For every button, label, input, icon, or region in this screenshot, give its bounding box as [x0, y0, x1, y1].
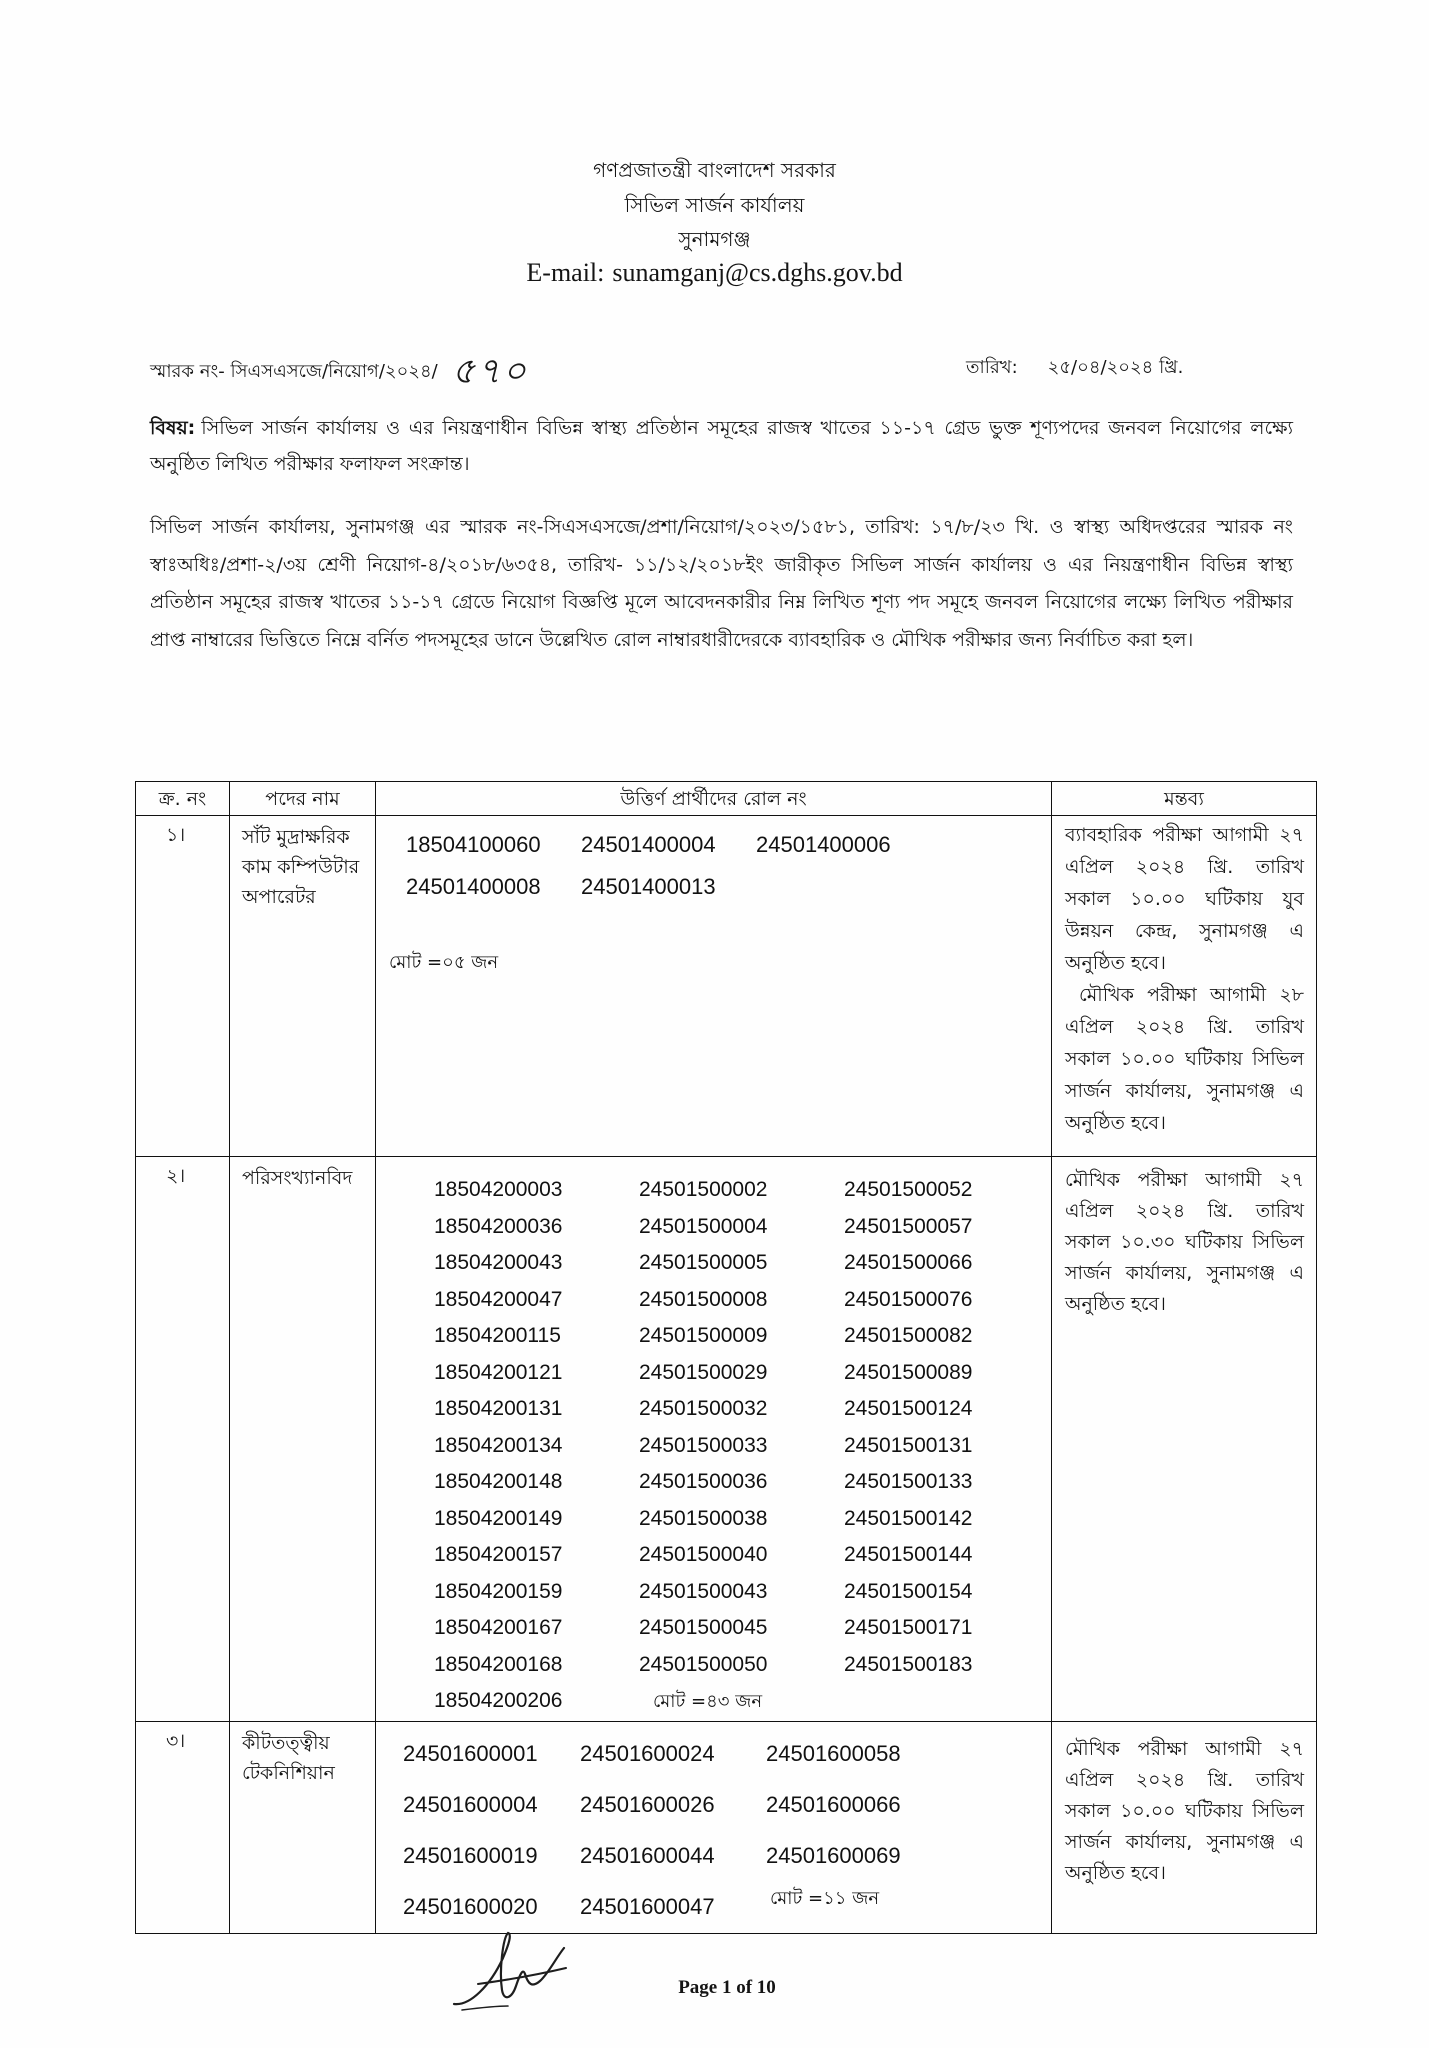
email-address: sunamganj@cs.dghs.gov.bd	[612, 258, 903, 287]
roll-number: 18504100060	[406, 832, 541, 857]
roll-number: 18504200148	[434, 1470, 563, 1494]
roll-number: 24501600047	[580, 1893, 715, 1919]
roll-number: 24501500008	[639, 1287, 768, 1311]
roll-number: 24501500005	[639, 1251, 768, 1275]
remark-oral-exam: মৌখিক পরীক্ষা আগামী ২৭ এপ্রিল ২০২৪ খ্রি. তারিখ সকাল ১০.০০ ঘটিকায় সিভিল সার্জন কার্যালয়, সুনামগঞ্জ এ অনুষ্ঠিত হবে।	[1065, 1738, 1304, 1884]
roll-number: 24501600058	[766, 1740, 901, 1766]
signature	[448, 1926, 573, 2014]
roll-number: 24501500171	[844, 1616, 973, 1640]
roll-number: 24501600044	[580, 1842, 715, 1868]
date-line	[966, 354, 1183, 382]
remark-oral-exam: মৌখিক পরীক্ষা আগামী ২৭ এপ্রিল ২০২৪ খ্রি. তারিখ সকাল ১০.৩০ ঘটিকায় সিভিল সার্জন কার্যালয়, সুনামগঞ্জ এ অনুষ্ঠিত হবে।	[1065, 1169, 1304, 1315]
roll-number: 24501600001	[403, 1740, 538, 1766]
roll-number: 24501600019	[403, 1842, 538, 1868]
roll-number: 24501400013	[581, 874, 716, 899]
roll-number: 24501500029	[639, 1360, 768, 1384]
roll-number: 24501500002	[639, 1178, 768, 1202]
body-paragraph: সিভিল সার্জন কার্যালয়, সুনামগঞ্জ এর স্মারক নং-সিএসএসজে/প্রশা/নিয়োগ/২০২৩/১৫৮১, তারিখ: ১৭/৮/২৩ খি. ও স্বাস্থ্য অধিদপ্তরের স্মারক নং স্বাঃঅধিঃ/প্রশা-২/৩য় শ্রেণী নিয়োগ-৪/২০১৮/৬৩৫৪, তারিখ- ১১/১২/২০১৮ইং জারীকৃত সিভিল সার্জন কার্যালয় ও এর নিয়ন্ত্রণাধীন বিভিন্ন স্বাস্থ্য প্রতিষ্ঠান সমূহের রাজস্ব খাতের ১১-১৭ গ্রেডে নিয়োগ বিজ্ঞপ্তি মূলে আবেদনকারীর নিম্ন লিখিত শূণ্য পদ সমূহে জনবল নিয়োগের লক্ষ্যে লিখিত পরীক্ষার প্রাপ্ত নাম্বারের ভিত্তিতে নিম্নে বর্নিত পদসমূহের ডানে উল্লেখিত রোল নাম্বারধারীদেরকে ব্যাবহারিক ও মৌখিক পরীক্ষার জন্য নির্বাচিত করা হল।	[150, 516, 1293, 651]
roll-number: 18504200131	[434, 1397, 563, 1421]
roll-number: 24501600069	[766, 1842, 901, 1868]
roll-number: 18504200206	[434, 1689, 563, 1713]
row-serial: ২।	[136, 1157, 230, 1722]
roll-number: 24501500133	[844, 1470, 973, 1494]
row-serial: ৩।	[136, 1722, 230, 1934]
roll-number: 24501500040	[639, 1543, 768, 1567]
roll-number: 24501500066	[844, 1251, 973, 1275]
district-name: সুনামগঞ্জ	[678, 227, 751, 251]
roll-number: 24501500004	[639, 1214, 768, 1238]
results-table	[135, 781, 1317, 1934]
roll-number: 24501500183	[844, 1652, 973, 1676]
roll-number: 24501500043	[639, 1579, 768, 1603]
roll-number: 18504200043	[434, 1251, 563, 1275]
roll-number: 24501500036	[639, 1470, 768, 1494]
roll-number: 24501600004	[403, 1791, 538, 1817]
roll-total: মোট =০৫ জন	[389, 952, 499, 973]
roll-number: 24501600026	[580, 1791, 715, 1817]
remarks-cell	[1052, 816, 1317, 1157]
roll-numbers-cell	[376, 1157, 1052, 1722]
remark-oral-exam: মৌখিক পরীক্ষা আগামী ২৮ এপ্রিল ২০২৪ খ্রি. তারিখ সকাল ১০.০০ ঘটিকায় সিভিল সার্জন কার্যালয়, সুনামগঞ্জ এ অনুষ্ঠিত হবে।	[1065, 984, 1304, 1134]
roll-number: 24501500144	[844, 1543, 973, 1567]
roll-total: মোট =১১ জন	[770, 1888, 880, 1909]
roll-number: 24501500038	[639, 1506, 768, 1530]
row-serial: ১।	[136, 816, 230, 1157]
memo-line	[150, 352, 528, 392]
roll-number: 18504200003	[434, 1178, 563, 1202]
memo-reference: স্মারক নং- সিএসএসজে/নিয়োগ/২০২৪/	[150, 361, 438, 382]
roll-number: 24501500033	[639, 1433, 768, 1457]
roll-number: 18504200115	[434, 1324, 561, 1348]
roll-number: 18504200134	[434, 1433, 563, 1457]
signature-stroke	[454, 1933, 564, 2004]
roll-number: 24501400004	[581, 832, 716, 857]
roll-number: 24501500076	[844, 1287, 973, 1311]
roll-number: 18504200047	[434, 1287, 563, 1311]
signature-stroke	[478, 1968, 566, 1984]
roll-number: 24501500142	[844, 1506, 973, 1530]
remark-practical-exam: ব্যাবহারিক পরীক্ষা আগামী ২৭ এপ্রিল ২০২৪ খ্রি. তারিখ সকাল ১০.০০ ঘটিকায় যুব উন্নয়ন কেন্দ্র, সুনামগঞ্জ এ অনুষ্ঠিত হবে।	[1065, 824, 1304, 974]
roll-number: 18504200167	[434, 1616, 563, 1640]
page-number: Page 1 of 10	[678, 1977, 776, 1998]
office-name: সিভিল সার্জন কার্যালয়	[624, 193, 805, 217]
roll-number: 24501500032	[639, 1397, 768, 1421]
roll-number: 24501600020	[403, 1893, 538, 1919]
header-serial: ক্র. নং	[136, 782, 230, 816]
roll-numbers-cell	[376, 816, 1052, 1157]
roll-number: 18504200168	[434, 1652, 563, 1676]
remarks-cell	[1052, 1157, 1317, 1722]
roll-number: 24501400008	[406, 874, 541, 899]
roll-number-grid	[434, 1172, 1049, 1720]
roll-number-grid	[406, 824, 931, 908]
roll-number: 18504200121	[434, 1360, 563, 1384]
subject-label: বিষয়:	[150, 417, 196, 439]
roll-number: 18504200149	[434, 1506, 563, 1530]
subject	[150, 410, 1293, 482]
roll-number: 24501500124	[844, 1397, 973, 1421]
roll-total: মোট =৪৩ জন	[653, 1691, 763, 1712]
date-value: ২৫/০৪/২০২৪ খ্রি.	[1047, 357, 1184, 378]
roll-number: 18504200157	[434, 1543, 563, 1567]
roll-number: 24501500131	[844, 1433, 973, 1457]
header-post-name: পদের নাম	[230, 782, 376, 816]
signature-stroke	[462, 2006, 508, 2010]
header-roll-numbers: উত্তির্ণ প্রার্থীদের রোল নং	[376, 782, 1052, 816]
post-name: পরিসংখ্যানবিদ	[230, 1157, 376, 1722]
government-name: গণপ্রজাতন্ত্রী বাংলাদেশ সরকার	[593, 158, 836, 182]
roll-number: 18504200159	[434, 1579, 563, 1603]
roll-number: 24501600066	[766, 1791, 901, 1817]
roll-numbers-cell	[376, 1722, 1052, 1934]
roll-number: 24501500057	[844, 1214, 973, 1238]
roll-number: 24501500089	[844, 1360, 973, 1384]
memo-handwritten-number: ৫৭০	[451, 351, 528, 392]
roll-number: 18504200036	[434, 1214, 563, 1238]
roll-number: 24501500045	[639, 1616, 768, 1640]
roll-number: 24501500052	[844, 1178, 973, 1202]
email-line	[0, 256, 1429, 290]
roll-number: 24501500009	[639, 1324, 768, 1348]
roll-number: 24501500082	[844, 1324, 973, 1348]
roll-number: 24501500050	[639, 1652, 768, 1676]
post-name: কীটতত্ত্বীয় টেকনিশিয়ান	[230, 1722, 376, 1934]
date-label: তারিখ:	[966, 357, 1018, 378]
roll-number: 24501600024	[580, 1740, 715, 1766]
remarks-cell	[1052, 1722, 1317, 1934]
subject-text: সিভিল সার্জন কার্যালয় ও এর নিয়ন্ত্রণাধীন বিভিন্ন স্বাস্থ্য প্রতিষ্ঠান সমূহের রাজস্ব খাতের ১১-১৭ গ্রেড ভুক্ত শূণ্যপদের জনবল নিয়োগের লক্ষ্যে অনুষ্ঠিত লিখিত পরীক্ষার ফলাফল সংক্রান্ত।	[150, 417, 1293, 475]
roll-number: 24501500154	[844, 1579, 973, 1603]
post-name: সাঁট মুদ্রাক্ষরিক কাম কম্পিউটার অপারেটর	[230, 816, 376, 1157]
email-label: E-mail:	[526, 258, 605, 287]
header-remarks: মন্তব্য	[1052, 782, 1317, 816]
roll-number: 24501400006	[756, 832, 891, 857]
